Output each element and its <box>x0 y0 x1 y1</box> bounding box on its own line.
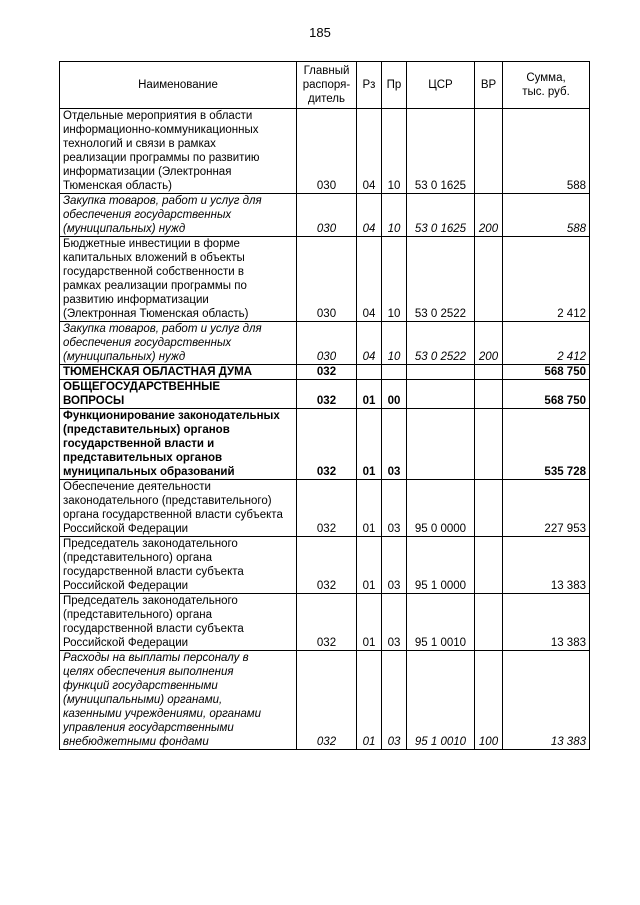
cell-pr: 03 <box>382 594 407 651</box>
cell-vr: 100 <box>475 651 503 750</box>
table-row <box>60 365 590 380</box>
header-pr: Пр <box>382 62 407 109</box>
cell-sum: 227 953 <box>503 480 590 537</box>
cell-csr: 95 1 0010 <box>407 594 475 651</box>
cell-vr <box>475 537 503 594</box>
table-row <box>60 194 590 237</box>
cell-csr: 95 1 0000 <box>407 537 475 594</box>
cell-admin: 032 <box>297 380 357 409</box>
header-rz: Рз <box>357 62 382 109</box>
cell-sum: 2 412 <box>503 237 590 322</box>
header-vr: ВР <box>475 62 503 109</box>
cell-pr: 10 <box>382 109 407 194</box>
cell-vr <box>475 109 503 194</box>
table-row <box>60 651 590 750</box>
cell-name: Председатель законодательного (представительного) органа государственной власти субъекта Российской Федерации <box>60 537 297 594</box>
cell-pr <box>382 365 407 380</box>
table-row <box>60 594 590 651</box>
cell-name: Обеспечение деятельности законодательного (представительного) органа государственной власти субъекта Российской Федерации <box>60 480 297 537</box>
cell-rz: 01 <box>357 537 382 594</box>
table-row <box>60 109 590 194</box>
cell-name: Председатель законодательного (представительного) органа государственной власти субъекта Российской Федерации <box>60 594 297 651</box>
cell-csr <box>407 380 475 409</box>
cell-vr: 200 <box>475 322 503 365</box>
cell-admin: 032 <box>297 651 357 750</box>
cell-rz: 04 <box>357 237 382 322</box>
cell-vr <box>475 237 503 322</box>
cell-pr: 10 <box>382 237 407 322</box>
table-row <box>60 380 590 409</box>
cell-vr <box>475 594 503 651</box>
cell-sum: 568 750 <box>503 365 590 380</box>
cell-admin: 032 <box>297 480 357 537</box>
cell-admin: 030 <box>297 322 357 365</box>
cell-vr <box>475 380 503 409</box>
cell-admin: 032 <box>297 594 357 651</box>
cell-name: ОБЩЕГОСУДАРСТВЕННЫЕ ВОПРОСЫ <box>60 380 297 409</box>
cell-csr: 95 0 0000 <box>407 480 475 537</box>
cell-pr: 03 <box>382 537 407 594</box>
table-row <box>60 237 590 322</box>
cell-admin: 030 <box>297 194 357 237</box>
header-admin: Главный распоря- дитель <box>297 62 357 109</box>
cell-csr: 53 0 2522 <box>407 322 475 365</box>
cell-sum: 568 750 <box>503 380 590 409</box>
cell-pr: 10 <box>382 322 407 365</box>
cell-rz: 01 <box>357 651 382 750</box>
cell-rz: 01 <box>357 594 382 651</box>
cell-vr <box>475 409 503 480</box>
cell-pr: 00 <box>382 380 407 409</box>
cell-sum: 535 728 <box>503 409 590 480</box>
cell-pr: 03 <box>382 480 407 537</box>
cell-name: ТЮМЕНСКАЯ ОБЛАСТНАЯ ДУМА <box>60 365 297 380</box>
header-csr: ЦСР <box>407 62 475 109</box>
cell-name: Отдельные мероприятия в области информационно-коммуникационных технологий и связи в рамках реализации программы по развитию информатизации (Электронная Тюменская область) <box>60 109 297 194</box>
cell-vr: 200 <box>475 194 503 237</box>
cell-pr: 10 <box>382 194 407 237</box>
cell-sum: 13 383 <box>503 537 590 594</box>
cell-csr <box>407 365 475 380</box>
cell-rz: 04 <box>357 194 382 237</box>
cell-sum: 2 412 <box>503 322 590 365</box>
cell-sum: 13 383 <box>503 651 590 750</box>
cell-admin: 030 <box>297 109 357 194</box>
table-row <box>60 322 590 365</box>
page-number: 185 <box>309 25 331 40</box>
cell-rz: 04 <box>357 109 382 194</box>
header-name: Наименование <box>60 62 297 109</box>
budget-table <box>59 61 590 750</box>
cell-rz: 01 <box>357 380 382 409</box>
cell-name: Закупка товаров, работ и услуг для обеспечения государственных (муниципальных) нужд <box>60 322 297 365</box>
cell-rz <box>357 365 382 380</box>
cell-rz: 04 <box>357 322 382 365</box>
header-sum: Сумма, тыс. руб. <box>503 62 590 109</box>
cell-admin: 030 <box>297 237 357 322</box>
cell-vr <box>475 480 503 537</box>
cell-csr: 53 0 1625 <box>407 109 475 194</box>
table-header-row <box>60 62 590 109</box>
cell-admin: 032 <box>297 537 357 594</box>
cell-rz: 01 <box>357 409 382 480</box>
cell-sum: 588 <box>503 109 590 194</box>
cell-pr: 03 <box>382 409 407 480</box>
table-row <box>60 480 590 537</box>
cell-name: Расходы на выплаты персоналу в целях обеспечения выполнения функций государственными (муниципальными) органами, казенными учреждениями, органами управления государственными внебюджетными фондами <box>60 651 297 750</box>
cell-admin: 032 <box>297 365 357 380</box>
cell-vr <box>475 365 503 380</box>
cell-csr: 95 1 0010 <box>407 651 475 750</box>
table-row <box>60 537 590 594</box>
cell-pr: 03 <box>382 651 407 750</box>
cell-name: Закупка товаров, работ и услуг для обеспечения государственных (муниципальных) нужд <box>60 194 297 237</box>
cell-csr: 53 0 1625 <box>407 194 475 237</box>
cell-name: Функционирование законодательных (представительных) органов государственной власти и представительных органов муниципальных образований <box>60 409 297 480</box>
cell-admin: 032 <box>297 409 357 480</box>
table-row <box>60 409 590 480</box>
cell-sum: 13 383 <box>503 594 590 651</box>
cell-rz: 01 <box>357 480 382 537</box>
cell-sum: 588 <box>503 194 590 237</box>
cell-csr: 53 0 2522 <box>407 237 475 322</box>
cell-name: Бюджетные инвестиции в форме капитальных вложений в объекты государственной собственности в рамках реализации программы по развитию информатизации (Электронная Тюменская область) <box>60 237 297 322</box>
cell-csr <box>407 409 475 480</box>
